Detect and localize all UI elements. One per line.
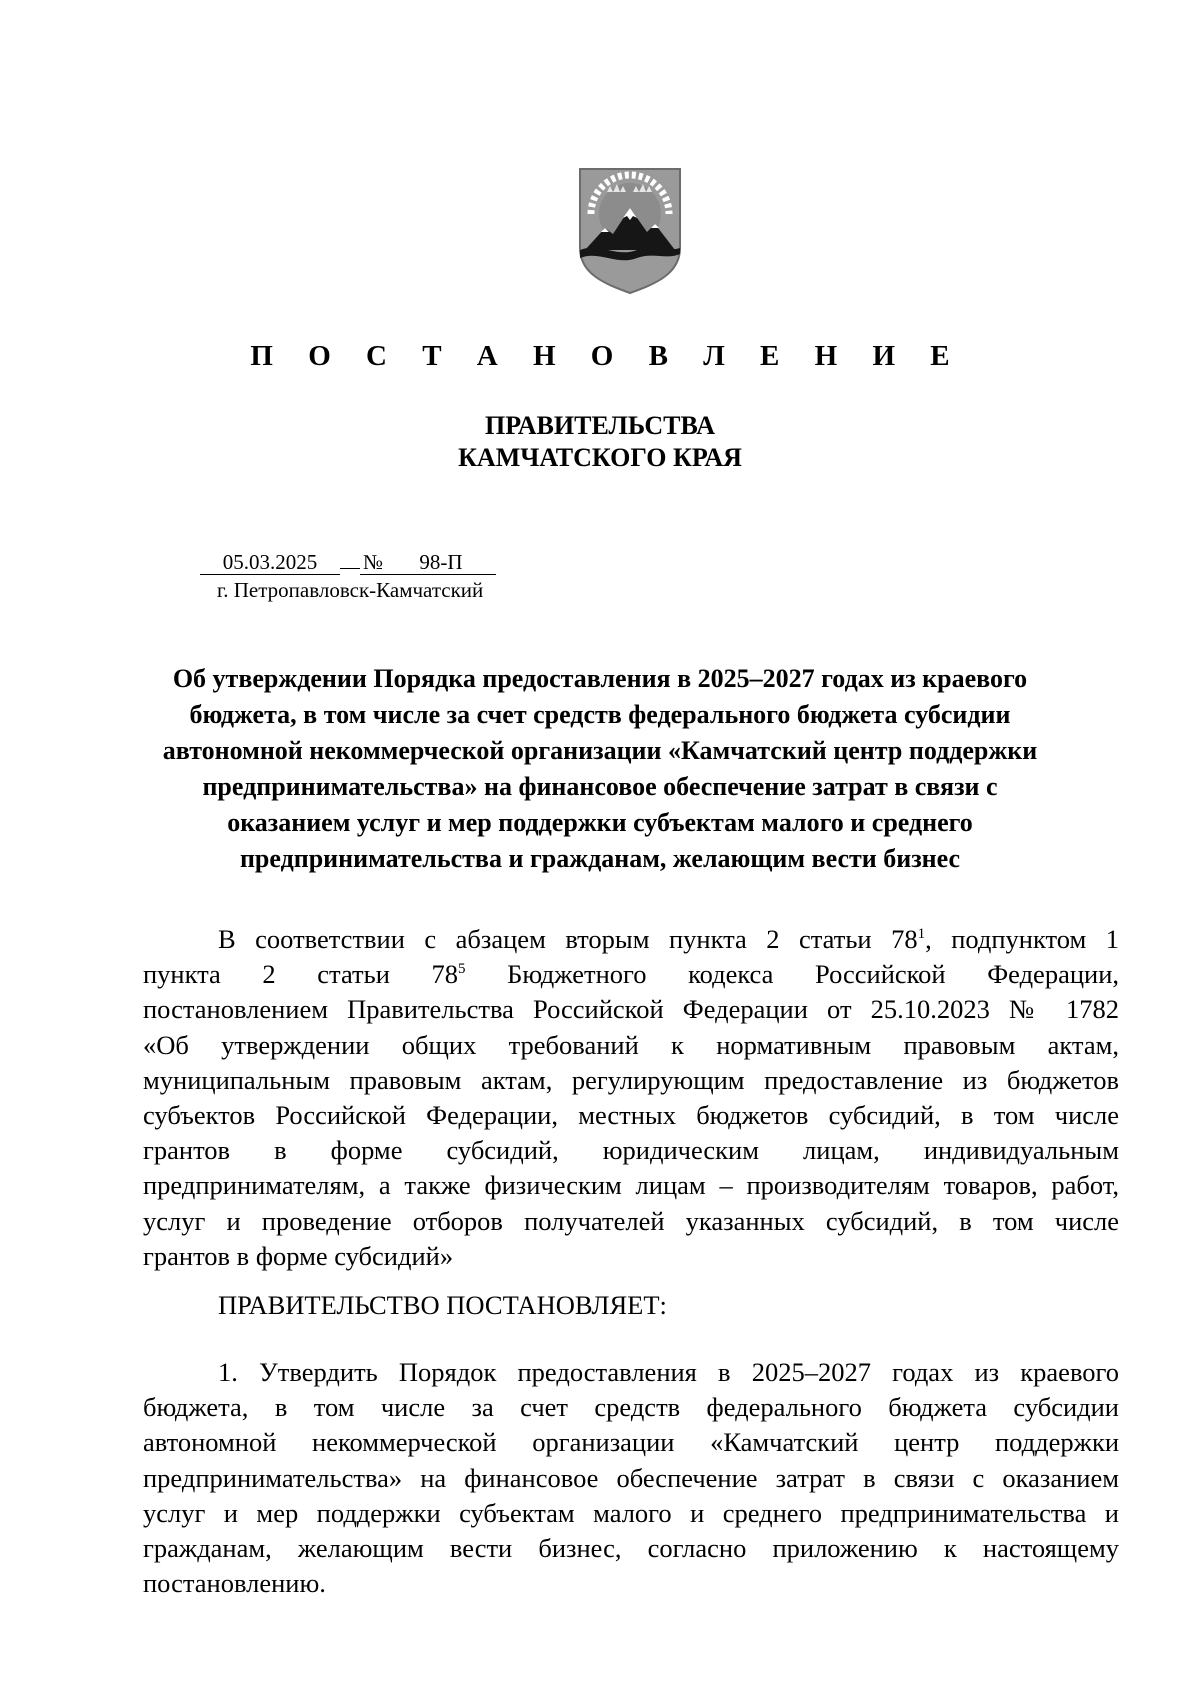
title-line: предпринимательства» на финансовое обеспечение затрат в связи с <box>202 772 998 801</box>
paragraph-line: предпринимателям, а также физическим лицам – производителям товаров, работ, <box>143 1170 1119 1201</box>
document-date: 05.03.2025 <box>200 550 340 575</box>
title-line: предпринимательства и гражданам, желающим вести бизнес <box>239 844 961 873</box>
decree-statement: ПРАВИТЕЛЬСТВО ПОСТАНОВЛЯЕТ: <box>218 1290 667 1320</box>
paragraph-line: грантов в форме субсидий, юридическим лицам, индивидуальным <box>143 1135 1119 1166</box>
paragraph-line: пункта 2 статьи $78^5$ Бюджетного кодекса Российской Федерации, <box>143 959 1119 990</box>
paragraph-line: грантов в форме субсидий» <box>143 1240 454 1271</box>
paragraph-line: предпринимательства» на финансовое обеспечение затрат в связи с оказанием <box>143 1462 1119 1493</box>
paragraph-line: автономной некоммерческой организации «Камчатский центр поддержки <box>143 1427 1119 1458</box>
issuer-line-2: КАМЧАТСКОГО КРАЯ <box>458 443 742 472</box>
paragraph-line: гражданам, желающим вести бизнес, согласно приложению к настоящему <box>143 1533 1119 1564</box>
preamble-paragraph <box>143 922 1119 1274</box>
registration-line <box>200 550 496 575</box>
document-type-heading: П О С Т А Н О В Л Е Н И Е <box>250 340 964 372</box>
issuer-line-1: ПРАВИТЕЛЬСТВА <box>485 411 715 440</box>
number-sign: № <box>360 550 386 575</box>
issuer-heading <box>0 410 1200 474</box>
paragraph-line: услуг и мер поддержки субъектам малого и среднего предпринимательства и <box>143 1497 1119 1528</box>
title-line: оказанием услуг и мер поддержки субъектам малого и среднего <box>227 808 973 837</box>
paragraph-line: постановлением Правительства Российской Федерации от 25.10.2023 № 1782 <box>143 994 1119 1025</box>
paragraph-line: постановлению. <box>143 1568 326 1599</box>
paragraph-line: бюджета, в том числе за счет средств федерального бюджета субсидии <box>143 1392 1119 1423</box>
coat-of-arms-emblem <box>577 166 683 296</box>
item-1-paragraph <box>143 1355 1119 1601</box>
paragraph-line: 1. Утвердить Порядок предоставления в 2025–2027 годах из краевого <box>218 1357 1119 1387</box>
paragraph-line: В соответствии с абзацем вторым пункта 2 статьи $78^1$, подпунктом 1 <box>218 924 1119 954</box>
paragraph-line: «Об утверждении общих требований к нормативным правовым актам, <box>143 1029 1119 1060</box>
city-line: г. Петропавловск-Камчатский <box>217 578 484 602</box>
kamchatka-coat-of-arms-icon <box>577 166 683 296</box>
title-line: бюджета, в том числе за счет средств федерального бюджета субсидии <box>189 700 1011 729</box>
title-line: автономной некоммерческой организации «Камчатский центр поддержки <box>162 736 1038 765</box>
document-number: 98-П <box>386 550 496 575</box>
paragraph-line: муниципальным правовым актам, регулирующим предоставление из бюджетов <box>143 1064 1119 1095</box>
paragraph-line: субъектов Российской Федерации, местных бюджетов субсидий, в том числе <box>143 1100 1119 1131</box>
document-title <box>120 661 1080 877</box>
paragraph-line: услуг и проведение отборов получателей указанных субсидий, в том числе <box>143 1205 1119 1236</box>
title-line: Об утверждении Порядка предоставления в 2025–2027 годах из краевого <box>172 664 1028 693</box>
